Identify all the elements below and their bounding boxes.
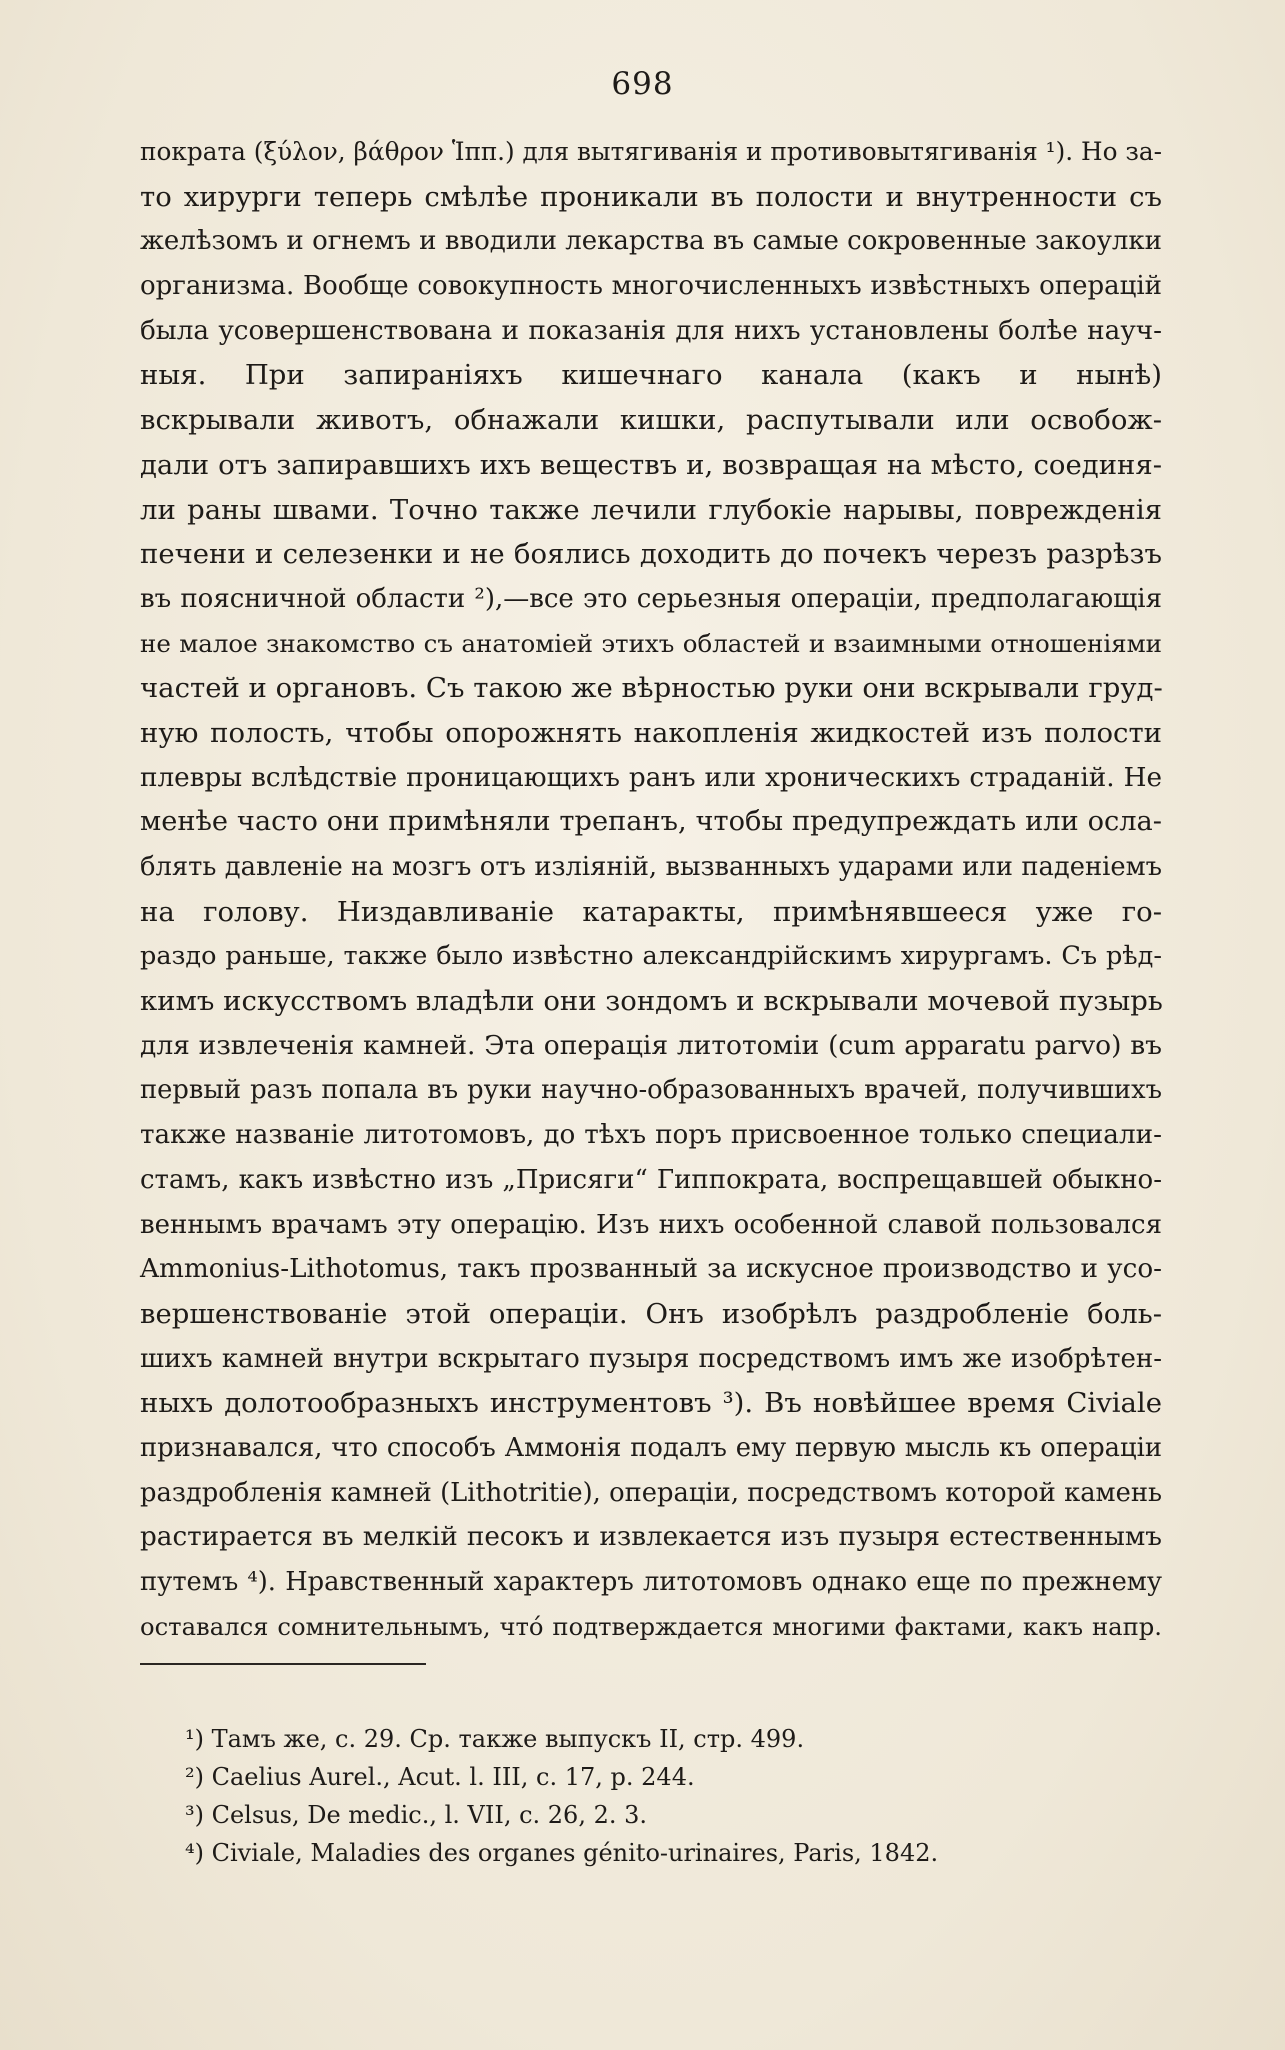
text-line: шихъ камней внутри вскрытаго пузыря посредствомъ имъ же изобрѣтен- (140, 1343, 1162, 1374)
text-line: ныхъ долотообразныхъ инструментовъ ³). Въ новѣйшее время Civiale (140, 1387, 1162, 1420)
text-line: вершенствованіе этой операціи. Онъ изобрѣлъ раздробленіе боль- (140, 1297, 1162, 1330)
text-line: не малое знакомство съ анатоміей этихъ областей и взаимными отношеніями (140, 628, 1162, 658)
text-line: была усовершенствована и показанія для нихъ установлены болѣе науч- (140, 315, 1162, 346)
text-line: ныя. При запираніяхъ кишечнаго канала (какъ и нынѣ) (140, 359, 1162, 392)
text-line: раздо раньше, также было извѣстно александрійскимъ хирургамъ. Съ рѣд- (140, 941, 1162, 972)
text-line: менѣе часто они примѣняли трепанъ, чтобы предупреждать или осла- (140, 806, 1162, 838)
body-text (140, 130, 1162, 1649)
text-line: плевры вслѣдствіе проницающихъ ранъ или хроническихъ страданій. Не (140, 762, 1162, 793)
footnotes (185, 1720, 1085, 1872)
text-line: пократа (ξύλον, βάθρον Ἱππ.) для вытягиванія и противовытягиванія ¹). Но за- (140, 137, 1162, 166)
text-line: въ поясничной области ²),—все это серьезныя операціи, предполагающія (140, 583, 1162, 614)
text-line: то хирурги теперь смѣлѣе проникали въ полости и внутренности съ (140, 180, 1162, 213)
text-line: Ammonius-Lithotomus, такъ прозванный за искусное производство и усо- (140, 1254, 1162, 1285)
text-line: также названіе литотомовъ, до тѣхъ поръ присвоенное только специали- (140, 1120, 1162, 1151)
footnote-divider (140, 1663, 426, 1665)
text-line: веннымъ врачамъ эту операцію. Изъ нихъ особенной славой пользовался (140, 1209, 1162, 1240)
text-line: раздробленія камней (Lithotritie), операціи, посредствомъ которой камень (140, 1477, 1162, 1508)
text-line: растирается въ мелкій песокъ и извлекается изъ пузыря естественнымъ (140, 1522, 1162, 1553)
footnote-4: ⁴) Civiale, Maladies des organes génito-urinaires, Paris, 1842. (185, 1839, 939, 1867)
text-line: стамъ, какъ извѣстно изъ „Присяги“ Гиппократа, воспрещавшей обыкно- (140, 1164, 1162, 1195)
text-line: вскрывали животъ, обнажали кишки, распутывали или освобож- (140, 404, 1162, 437)
footnote-3: ³) Celsus, De medic., l. VII, c. 26, 2. 3. (185, 1801, 648, 1829)
text-line: кимъ искусствомъ владѣли они зондомъ и вскрывали мочевой пузырь (140, 985, 1163, 1018)
text-line: желѣзомъ и огнемъ и вводили лекарства въ самые сокровенные закоулки (140, 226, 1162, 257)
text-line: на голову. Низдавливаніе катаракты, примѣнявшееся уже го- (140, 895, 1162, 928)
page-number: 698 (611, 66, 674, 102)
text-line: дали отъ запиравшихъ ихъ веществъ и, возвращая на мѣсто, соединя- (140, 448, 1162, 481)
text-line: путемъ ⁴). Нравственный характеръ литотомовъ однако еще по прежнему (140, 1567, 1162, 1597)
text-line: для извлеченія камней. Эта операція литотоміи (cum apparatu parvo) въ (140, 1029, 1162, 1061)
text-line: печени и селезенки и не боялись доходить до почекъ черезъ разрѣзъ (140, 538, 1162, 571)
text-line: организма. Вообще совокупность многочисленныхъ извѣстныхъ операцій (140, 271, 1162, 302)
text-line: оставался сомнительнымъ, чтó подтверждается многими фактами, какъ напр. (140, 1611, 1162, 1641)
footnote-1: ¹) Тамъ же, с. 29. Ср. также выпускъ II, стр. 499. (185, 1725, 805, 1753)
text-line: ли раны швами. Точно также лечили глубокіе нарывы, поврежденія (140, 493, 1162, 526)
footnote-2: ²) Caelius Aurel., Acut. l. III, c. 17, p. 244. (185, 1763, 695, 1791)
text-line: блять давленіе на мозгъ отъ изліяній, вызванныхъ ударами или паденіемъ (140, 852, 1162, 882)
text-line: первый разъ попала въ руки научно-образованныхъ врачей, получившихъ (140, 1075, 1162, 1106)
text-line: признавался, что способъ Аммонія подалъ ему первую мысль къ операціи (140, 1432, 1162, 1463)
text-line: частей и органовъ. Съ такою же вѣрностью руки они вскрывали груд- (140, 672, 1163, 705)
text-line: ную полость, чтобы опорожнять накопленія жидкостей изъ полости (140, 716, 1162, 749)
